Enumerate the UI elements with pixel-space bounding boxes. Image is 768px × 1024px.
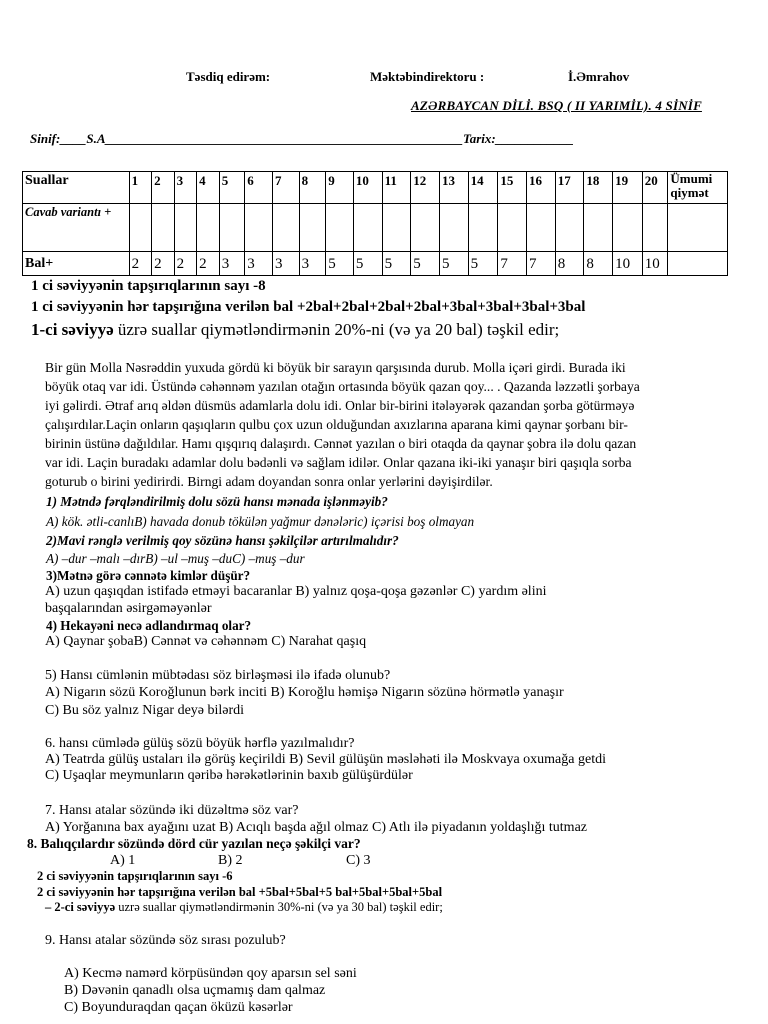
answer-cell[interactable]: [584, 204, 613, 252]
question-1-options: A) kök. ətli-canlıB) havada donub tökülən yağmur dənələric) içərisi boş olmayan: [46, 514, 475, 529]
points-cell: 2: [197, 252, 220, 276]
question-3: 3)Mətnə görə cənnətə kimlər düşür?: [46, 568, 251, 583]
answer-cell[interactable]: [197, 204, 220, 252]
points-cell: 5: [411, 252, 440, 276]
table-row-points: [23, 252, 728, 276]
answer-cell[interactable]: [353, 204, 382, 252]
question-number-cell: 5: [219, 172, 245, 204]
question-number-cell: 10: [353, 172, 382, 204]
level2-points: 2 ci səviyyənin hər tapşırığına verilən bal +5bal+5bal+5 bal+5bal+5bal+5bal: [37, 885, 443, 899]
points-cell: 5: [353, 252, 382, 276]
passage-line: birinin üstünə dağıldılar. Hamı qışqırıq dalaşırdı. Cənnət yazılan o biri otaqda da qaynar şobra ilə dolu qazan: [45, 436, 637, 451]
question-number-cell: 12: [411, 172, 440, 204]
answer-cell[interactable]: [498, 204, 527, 252]
answer-cell[interactable]: [219, 204, 245, 252]
answer-cell[interactable]: [527, 204, 556, 252]
question-number-cell: 18: [584, 172, 613, 204]
points-cell: 10: [613, 252, 643, 276]
answer-cell[interactable]: [642, 204, 668, 252]
points-cell: 5: [439, 252, 468, 276]
level2-count: 2 ci səviyyənin tapşırıqlarının sayı -6: [37, 869, 233, 883]
question-5-options: A) Nigarın sözü Koroğlunun bərk inciti B) Koroğlu həmişə Nigarın sözünə hörmətlə yanaşır: [45, 685, 564, 700]
answer-cell[interactable]: [613, 204, 643, 252]
question-3-options-cont: başqalarından əsirgəməyənlər: [45, 601, 212, 616]
subject-title: AZƏRBAYCAN DİLİ. BSQ ( II YARIMİL). 4 SİNİF: [411, 98, 702, 113]
table-row-questions: [23, 172, 728, 204]
answer-cell[interactable]: [382, 204, 411, 252]
points-cell: 2: [129, 252, 152, 276]
points-cell: 2: [152, 252, 175, 276]
level2-percent: [45, 900, 443, 915]
question-7: 7. Hansı atalar sözündə iki düzəltmə söz var?: [45, 803, 299, 818]
question-number-cell: 11: [382, 172, 411, 204]
question-number-cell: 4: [197, 172, 220, 204]
points-cell: 5: [468, 252, 498, 276]
total-score-cell[interactable]: [668, 204, 728, 252]
question-number-cell: 16: [527, 172, 556, 204]
question-number-cell: 6: [245, 172, 273, 204]
answer-cell[interactable]: [555, 204, 584, 252]
question-number-cell: 17: [555, 172, 584, 204]
question-number-cell: 20: [642, 172, 668, 204]
question-6-options-cont: C) Uşaqlar meymunların qəribə hərəkətlərinin baxıb gülüşürdülər: [45, 768, 413, 783]
reading-passage: [45, 358, 750, 491]
answer-cell[interactable]: [411, 204, 440, 252]
question-5: 5) Hansı cümlənin mübtədası söz birləşməsi ilə ifadə olunub?: [45, 668, 391, 683]
question-number-cell: 13: [439, 172, 468, 204]
question-5-options-cont: C) Bu söz yalnız Nigar deyə bilərdi: [45, 703, 245, 718]
question-number-cell: 7: [272, 172, 299, 204]
row-label-answer: Cavab variantı +: [23, 204, 130, 252]
question-4-options: A) Qaynar şobaB) Cənnət və cəhənnəm C) Narahat qaşıq: [45, 634, 367, 649]
passage-line: iyi gəlirdi. Ətraf arıq əldən düsmüs adamlarla dolu idi. Onlar bir-birini itələyərək qazandan şorba götürməyə: [45, 398, 635, 413]
level1-count: 1 ci səviyyənin tapşırıqlarının sayı -8: [31, 278, 266, 294]
question-9-option-c: C) Boyunduraqdan qaçan öküzü kəsərlər: [64, 1000, 293, 1015]
question-number-cell: 2: [152, 172, 175, 204]
points-cell: 5: [382, 252, 411, 276]
points-cell: 10: [642, 252, 668, 276]
total-score-header: Ümumi qiymət: [668, 172, 728, 204]
answer-cell[interactable]: [439, 204, 468, 252]
points-cell: 3: [299, 252, 326, 276]
question-9-option-a: A) Kecmə namərd körpüsündən qoy aparsın sel səni: [64, 966, 357, 981]
points-cell: 8: [584, 252, 613, 276]
passage-line: Bir gün Molla Nəsrəddin yuxuda gördü ki böyük bir sarayın qarşısında durub. Molla içəri girdi. Burada iki: [45, 360, 626, 375]
score-table: [22, 171, 728, 276]
table-row-answers: [23, 204, 728, 252]
level1-percent-rest: üzrə suallar qiymətləndirmənin 20%-ni (və ya 20 bal) təşkil edir;: [113, 320, 560, 339]
answer-cell[interactable]: [152, 204, 175, 252]
points-cell: 3: [245, 252, 273, 276]
class-date-line: Sinif:____S.A_______________________________________________________Tarix:____________: [30, 131, 574, 146]
question-number-cell: 3: [174, 172, 197, 204]
passage-line: goturub o birini yedirirdi. Birngi adam doyandan sonra onlar yerlərini dəyişirdilər.: [45, 474, 493, 489]
passage-line: çalışırdılar.Laçin onların qaşıqların qulbu çox uzun olduğundan axızlarına aparana kimi qaynar şorbanı bir-: [45, 417, 628, 432]
answer-cell[interactable]: [245, 204, 273, 252]
points-cell: 5: [326, 252, 354, 276]
answer-cell[interactable]: [299, 204, 326, 252]
level2-percent-rest: uzrə suallar qiymətləndirmənin 30%-ni (və ya 30 bal) təşkil edir;: [115, 900, 443, 914]
answer-cell[interactable]: [468, 204, 498, 252]
question-1: 1) Mətndə fərqləndirilmiş dolu sözü hansı mənada işlənməyib?: [46, 494, 388, 509]
level1-percent: [31, 320, 559, 340]
question-6-options: A) Teatrda gülüş ustaları ilə görüş keçirildi B) Sevil gülüşün məsləhəti ilə Moskvaya oxumağa getdi: [45, 752, 606, 767]
answer-cell[interactable]: [272, 204, 299, 252]
level1-percent-bold: 1-ci səviyyə: [31, 320, 114, 339]
question-8: 8. Balıqçılardır sözündə dörd cür yazılan neçə şəkilçi var?: [27, 836, 361, 851]
level1-points: 1 ci səviyyənin hər tapşırığına verilən bal +2bal+2bal+2bal+2bal+3bal+3bal+3bal+3bal: [31, 299, 586, 315]
points-cell: 7: [527, 252, 556, 276]
points-cell: 3: [219, 252, 245, 276]
question-8-option-b: B) 2: [218, 853, 243, 868]
row-label-points: Bal+: [23, 252, 130, 276]
director-label: Məktəbindirektoru :: [370, 69, 485, 84]
points-cell: 8: [555, 252, 584, 276]
question-4: 4) Hekayəni necə adlandırmaq olar?: [46, 618, 252, 633]
points-cell: 2: [174, 252, 197, 276]
total-points-cell: [668, 252, 728, 276]
answer-cell[interactable]: [129, 204, 152, 252]
passage-line: böyük otaq var idi. Üstündə cəhənnəm yazılan otağın ortasında böyük qazan qoy... . Qazanda ləzzətli şorbaya: [45, 379, 640, 394]
question-3-options: A) uzun qaşıqdan istifadə etməyi bacaranlar B) yalnız qoşa-qoşa gəzənlər C) yardım əlini: [45, 584, 547, 599]
approve-label: Təsdiq edirəm:: [186, 69, 271, 84]
question-2: 2)Mavi rənglə verilmiş qoy sözünə hansı şəkilçilər artırılmalıdır?: [46, 533, 399, 548]
question-8-option-a: A) 1: [110, 853, 136, 868]
points-cell: 3: [272, 252, 299, 276]
question-8-option-c: C) 3: [346, 853, 371, 868]
question-number-cell: 19: [613, 172, 643, 204]
question-number-cell: 8: [299, 172, 326, 204]
passage-line: var idi. Laçin buradakı adamlar dolu bədənli və sağlam idilər. Onlar qazana iki-iki yanaşır biri qaşıqla sorba: [45, 455, 632, 470]
answer-cell[interactable]: [326, 204, 354, 252]
question-number-cell: 14: [468, 172, 498, 204]
question-number-cell: 1: [129, 172, 152, 204]
points-cell: 7: [498, 252, 527, 276]
question-9: 9. Hansı atalar sözündə söz sırası pozulub?: [45, 933, 286, 948]
question-number-cell: 15: [498, 172, 527, 204]
question-2-options: A) –dur –malı –dırB) –ul –muş –duC) –muş –dur: [46, 551, 305, 566]
question-7-options: A) Yorğanına bax ayağını uzat B) Acıqlı başda ağıl olmaz C) Atlı ilə piyadanın yoldaşlığı tutmaz: [45, 820, 588, 835]
answer-cell[interactable]: [174, 204, 197, 252]
director-name: İ.Əmrahov: [568, 69, 630, 84]
question-9-option-b: B) Dəvənin qanadlı olsa uçmamış dam qalmaz: [64, 983, 326, 998]
row-label-questions: Suallar: [23, 172, 130, 204]
level2-percent-bold: – 2-ci səviyyə: [45, 900, 116, 914]
question-6: 6. hansı cümlədə gülüş sözü böyük hərflə yazılmalıdır?: [45, 736, 355, 751]
question-number-cell: 9: [326, 172, 354, 204]
